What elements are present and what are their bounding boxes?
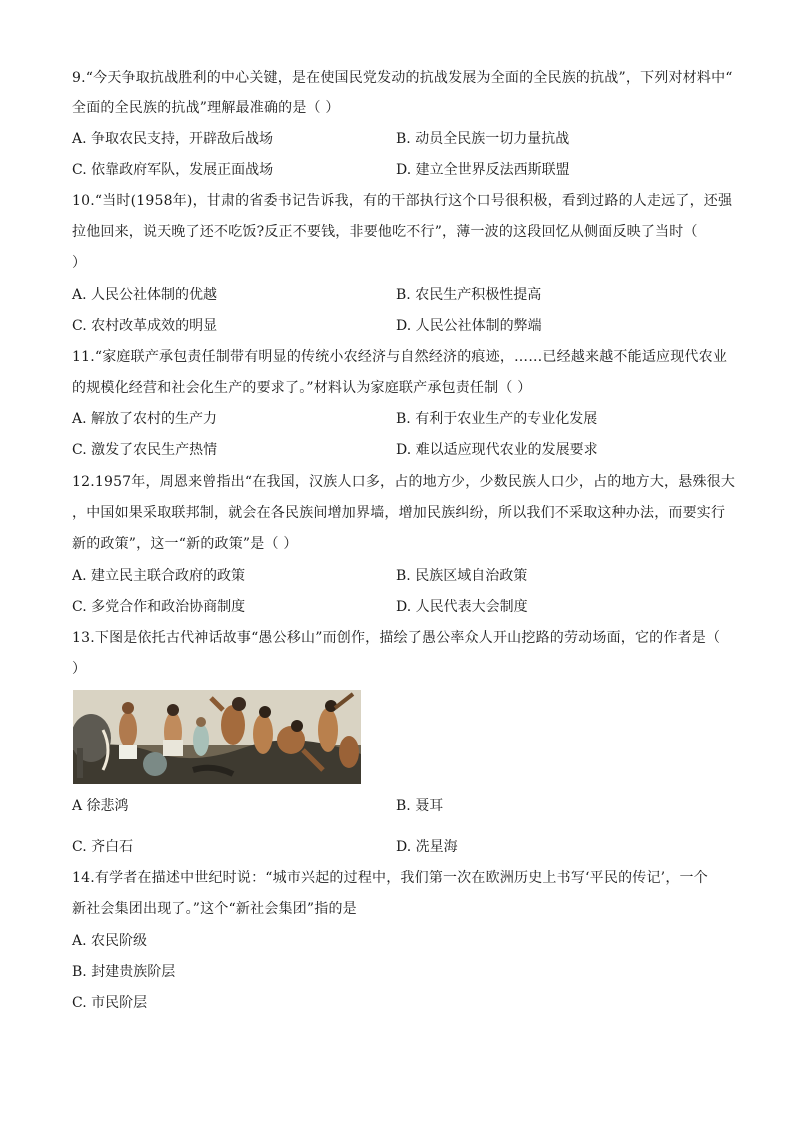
- question-13-option-a[interactable]: A 徐悲鸿: [72, 798, 129, 814]
- question-12-stem-line-2: ，中国如果采取联邦制，就会在各民族间增加界墙，增加民族纠纷，所以我们不采取这种办法，而要实行: [72, 505, 726, 521]
- question-14-stem-line-1: 14.有学者在描述中世纪时说：“城市兴起的过程中，我们第一次在欧洲历史上书写‘平民的传记’，一个: [72, 870, 708, 886]
- question-9-option-b[interactable]: B. 动员全民族一切力量抗战: [396, 131, 570, 147]
- painting-figure: [73, 690, 361, 784]
- question-9-option-c[interactable]: C. 依靠政府军队，发展正面战场: [72, 162, 274, 178]
- question-11-option-d[interactable]: D. 难以适应现代农业的发展要求: [396, 442, 598, 458]
- question-9-stem-line-2: 全面的全民族的抗战”理解最准确的是（ ）: [72, 100, 340, 116]
- question-14-option-b[interactable]: B. 封建贵族阶层: [72, 964, 176, 980]
- question-11-stem-line-1: 11.“家庭联产承包责任制带有明显的传统小农经济与自然经济的痕迹，……已经越来越不能适应现代农业: [72, 349, 728, 365]
- question-10-option-d[interactable]: D. 人民公社体制的弊端: [396, 318, 542, 334]
- question-11-option-c[interactable]: C. 激发了农民生产热情: [72, 442, 218, 458]
- question-10-stem-line-3: ）: [72, 255, 87, 271]
- question-14-option-c[interactable]: C. 市民阶层: [72, 995, 148, 1011]
- question-12-stem-line-1: 12.1957年，周恩来曾指出“在我国，汉族人口多，占的地方少，少数民族人口少，占的地方大，悬殊很大: [72, 474, 736, 490]
- question-14-option-a[interactable]: A. 农民阶级: [72, 933, 148, 949]
- question-10-stem-line-1: 10.“当时(1958年)，甘肃的省委书记告诉我，有的干部执行这个口号很积极，看到过路的人走远了，还强: [72, 193, 733, 209]
- question-10-stem-line-2: 拉他回来，说天晚了还不吃饭?反正不要钱，非要他吃不行”，薄一波的这段回忆从侧面反映了当时（: [72, 224, 698, 240]
- question-10-option-a[interactable]: A. 人民公社体制的优越: [72, 287, 218, 303]
- question-13-stem-line-2: ）: [72, 661, 87, 677]
- question-12-option-b[interactable]: B. 民族区域自治政策: [396, 568, 528, 584]
- question-12-option-c[interactable]: C. 多党合作和政治协商制度: [72, 599, 246, 615]
- painting-illustration: [73, 690, 361, 784]
- question-11-option-a[interactable]: A. 解放了农村的生产力: [72, 411, 218, 427]
- question-10-option-c[interactable]: C. 农村改革成效的明显: [72, 318, 218, 334]
- question-13-option-d[interactable]: D. 冼星海: [396, 839, 458, 855]
- question-11-stem-line-2: 的规模化经营和社会化生产的要求了。”材料认为家庭联产承包责任制（ ）: [72, 380, 532, 396]
- question-13-option-b[interactable]: B. 聂耳: [396, 798, 444, 814]
- question-13-option-c[interactable]: C. 齐白石: [72, 839, 134, 855]
- question-11-option-b[interactable]: B. 有利于农业生产的专业化发展: [396, 411, 598, 427]
- question-9-stem-line-1: 9.“今天争取抗战胜利的中心关键，是在使国民党发动的抗战发展为全面的全民族的抗战”，下列对材料中“: [72, 70, 733, 86]
- question-12-option-a[interactable]: A. 建立民主联合政府的政策: [72, 568, 246, 584]
- question-12-option-d[interactable]: D. 人民代表大会制度: [396, 599, 528, 615]
- question-10-option-b[interactable]: B. 农民生产积极性提高: [396, 287, 542, 303]
- question-9-option-d[interactable]: D. 建立全世界反法西斯联盟: [396, 162, 570, 178]
- question-14-stem-line-2: 新社会集团出现了。”这个“新社会集团”指的是: [72, 901, 357, 917]
- question-9-option-a[interactable]: A. 争取农民支持，开辟敌后战场: [72, 131, 274, 147]
- question-13-stem-line-1: 13.下图是依托古代神话故事“愚公移山”而创作，描绘了愚公率众人开山挖路的劳动场面，它的作者是（: [72, 630, 721, 646]
- question-12-stem-line-3: 新的政策”，这一“新的政策”是（ ）: [72, 536, 298, 552]
